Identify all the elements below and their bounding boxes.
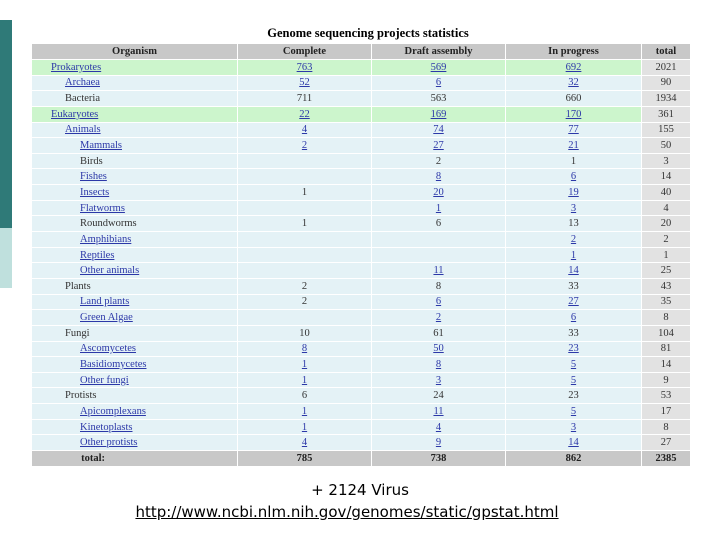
complete-cell <box>238 419 372 435</box>
totals-row <box>32 451 691 467</box>
organism-link[interactable]: Basidiomycetes <box>80 358 147 370</box>
draft-cell <box>372 388 506 404</box>
organism-link[interactable]: Other protists <box>80 437 138 449</box>
totals-label: total: <box>32 451 238 467</box>
progress-link[interactable]: 6 <box>570 312 577 324</box>
progress-cell <box>506 388 642 404</box>
organism-cell <box>32 60 238 76</box>
draft-cell <box>372 60 506 76</box>
progress-cell <box>506 106 642 122</box>
progress-link[interactable]: 14 <box>568 437 579 449</box>
progress-link[interactable]: 23 <box>568 343 579 355</box>
draft-link[interactable]: 6 <box>435 77 442 89</box>
side-accent-bar-light <box>0 228 12 288</box>
total-cell <box>642 278 691 294</box>
draft-value: 8 <box>435 280 442 292</box>
complete-cell <box>238 325 372 341</box>
complete-cell <box>238 122 372 138</box>
draft-link[interactable]: 8 <box>435 358 442 370</box>
progress-link[interactable]: 692 <box>565 61 582 73</box>
draft-value: 61 <box>433 327 444 339</box>
organism-cell <box>32 122 238 138</box>
complete-value: 711 <box>296 93 313 105</box>
header-draft-assembly: Draft assembly <box>372 44 506 60</box>
organism-link[interactable]: Other fungi <box>80 374 129 386</box>
table-row <box>32 75 691 91</box>
progress-cell <box>506 435 642 451</box>
complete-cell <box>238 216 372 232</box>
complete-value: 1 <box>301 186 308 198</box>
progress-cell <box>506 278 642 294</box>
organism-cell <box>32 310 238 326</box>
organism-link[interactable]: Land plants <box>80 296 130 308</box>
organism-cell <box>32 200 238 216</box>
organism-cell <box>32 263 238 279</box>
draft-cell <box>372 91 506 107</box>
total-cell <box>642 216 691 232</box>
table-row <box>32 435 691 451</box>
organism-cell <box>32 294 238 310</box>
organism-cell <box>32 153 238 169</box>
organism-link[interactable]: Fishes <box>80 171 107 183</box>
table-row <box>32 169 691 185</box>
organism-link[interactable]: Apicomplexans <box>80 405 146 417</box>
draft-cell <box>372 404 506 420</box>
draft-cell <box>372 75 506 91</box>
organism-link[interactable]: Other animals <box>80 265 140 277</box>
total-value: 14 <box>660 171 672 183</box>
table-row <box>32 138 691 154</box>
organism-cell <box>32 247 238 263</box>
total-value: 50 <box>660 140 672 152</box>
complete-cell <box>238 341 372 357</box>
total-cell <box>642 200 691 216</box>
draft-cell <box>372 122 506 138</box>
total-cell <box>642 75 691 91</box>
draft-link[interactable]: 8 <box>435 171 442 183</box>
table-row <box>32 404 691 420</box>
progress-cell <box>506 263 642 279</box>
draft-cell <box>372 153 506 169</box>
complete-link[interactable]: 4 <box>301 124 308 136</box>
organism-link[interactable]: Archaea <box>65 77 100 89</box>
progress-value: 33 <box>568 327 579 339</box>
total-cell <box>642 106 691 122</box>
draft-link[interactable]: 2 <box>435 312 442 324</box>
organism-cell <box>32 435 238 451</box>
complete-cell <box>238 138 372 154</box>
organism-cell <box>32 169 238 185</box>
total-value: 155 <box>658 124 674 136</box>
total-cell <box>642 185 691 201</box>
draft-value: 6 <box>435 218 442 230</box>
total-value: 8 <box>663 421 669 433</box>
organism-cell <box>32 372 238 388</box>
organism-value: Plants <box>65 280 91 292</box>
draft-link[interactable]: 6 <box>435 296 442 308</box>
organism-link[interactable]: Reptiles <box>80 249 115 261</box>
draft-cell <box>372 278 506 294</box>
progress-link[interactable]: 5 <box>570 405 577 417</box>
progress-cell <box>506 153 642 169</box>
complete-value: 10 <box>299 327 310 339</box>
table-row <box>32 200 691 216</box>
total-value: 3 <box>663 155 669 167</box>
header-complete: Complete <box>238 44 372 60</box>
total-value: 81 <box>660 343 672 355</box>
progress-link[interactable]: 77 <box>568 124 579 136</box>
complete-cell <box>238 200 372 216</box>
progress-cell <box>506 310 642 326</box>
total-value: 25 <box>660 265 672 277</box>
total-cell <box>642 138 691 154</box>
progress-cell <box>506 341 642 357</box>
progress-cell <box>506 232 642 248</box>
draft-link[interactable]: 50 <box>433 343 444 355</box>
total-value: 4 <box>663 202 669 214</box>
table-row <box>32 419 691 435</box>
complete-link[interactable]: 763 <box>296 61 313 73</box>
total-value: 8 <box>663 312 669 324</box>
total-cell <box>642 310 691 326</box>
progress-link[interactable]: 3 <box>570 202 577 214</box>
organism-link[interactable]: Amphibians <box>80 233 132 245</box>
progress-link[interactable]: 14 <box>568 265 579 277</box>
draft-link[interactable]: 1 <box>435 202 442 214</box>
complete-value: 2 <box>301 280 308 292</box>
complete-cell <box>238 232 372 248</box>
table-header-row <box>32 44 691 60</box>
complete-link[interactable]: 1 <box>301 405 308 417</box>
total-value: 43 <box>660 280 672 292</box>
progress-value: 23 <box>568 390 579 402</box>
draft-value: 2 <box>435 155 442 167</box>
complete-cell <box>238 169 372 185</box>
draft-link[interactable]: 169 <box>430 108 447 120</box>
progress-cell <box>506 294 642 310</box>
draft-link[interactable]: 3 <box>435 374 442 386</box>
organism-value: Protists <box>65 390 97 402</box>
complete-cell <box>238 247 372 263</box>
total-value: 17 <box>660 405 672 417</box>
organism-value: Birds <box>80 155 103 167</box>
draft-cell <box>372 372 506 388</box>
total-value: 361 <box>658 108 674 120</box>
organism-value: Roundworms <box>80 218 137 230</box>
totals-total: 2385 <box>642 451 691 467</box>
organism-cell <box>32 278 238 294</box>
complete-cell <box>238 153 372 169</box>
draft-link[interactable]: 20 <box>433 186 444 198</box>
draft-cell <box>372 341 506 357</box>
progress-cell <box>506 372 642 388</box>
draft-cell <box>372 419 506 435</box>
organism-link[interactable]: Ascomycetes <box>80 343 136 355</box>
complete-cell <box>238 372 372 388</box>
draft-cell <box>372 138 506 154</box>
organism-link[interactable]: Green Algae <box>80 312 133 324</box>
complete-cell <box>238 263 372 279</box>
complete-cell <box>238 357 372 373</box>
draft-cell <box>372 232 506 248</box>
total-cell <box>642 357 691 373</box>
table-row <box>32 310 691 326</box>
table-row <box>32 294 691 310</box>
progress-cell <box>506 200 642 216</box>
progress-link[interactable]: 19 <box>568 186 579 198</box>
total-cell <box>642 153 691 169</box>
draft-cell <box>372 106 506 122</box>
draft-cell <box>372 294 506 310</box>
complete-value: 1 <box>301 218 308 230</box>
progress-cell <box>506 419 642 435</box>
organism-link[interactable]: Kinetoplasts <box>80 421 133 433</box>
organism-cell <box>32 325 238 341</box>
organism-cell <box>32 341 238 357</box>
table-row <box>32 185 691 201</box>
progress-link[interactable]: 27 <box>568 296 579 308</box>
total-cell <box>642 404 691 420</box>
table-row <box>32 232 691 248</box>
table-row <box>32 278 691 294</box>
complete-link[interactable]: 1 <box>301 358 308 370</box>
draft-value: 24 <box>433 390 444 402</box>
progress-link[interactable]: 170 <box>565 108 582 120</box>
progress-cell <box>506 122 642 138</box>
draft-cell <box>372 310 506 326</box>
total-cell <box>642 122 691 138</box>
total-value: 20 <box>660 218 672 230</box>
total-value: 53 <box>660 390 672 402</box>
draft-link[interactable]: 569 <box>430 61 447 73</box>
draft-link[interactable]: 4 <box>435 421 442 433</box>
total-cell <box>642 325 691 341</box>
progress-cell <box>506 91 642 107</box>
total-cell <box>642 372 691 388</box>
table-body <box>32 60 691 451</box>
complete-link[interactable]: 2 <box>301 140 308 152</box>
progress-link[interactable]: 21 <box>568 140 579 152</box>
progress-link[interactable]: 32 <box>568 77 579 89</box>
organism-cell <box>32 357 238 373</box>
total-value: 27 <box>660 437 672 449</box>
draft-cell <box>372 435 506 451</box>
draft-cell <box>372 247 506 263</box>
organism-cell <box>32 138 238 154</box>
draft-link[interactable]: 27 <box>433 140 444 152</box>
totals-draft: 738 <box>372 451 506 467</box>
totals-progress: 862 <box>506 451 642 467</box>
progress-cell <box>506 75 642 91</box>
draft-cell <box>372 216 506 232</box>
draft-cell <box>372 169 506 185</box>
complete-cell <box>238 278 372 294</box>
organism-value: Fungi <box>65 327 90 339</box>
draft-cell <box>372 200 506 216</box>
total-cell <box>642 341 691 357</box>
total-value: 1934 <box>655 93 677 105</box>
total-cell <box>642 247 691 263</box>
virus-note: + 2124 Virus <box>311 481 409 499</box>
complete-link[interactable]: 4 <box>301 437 308 449</box>
total-cell <box>642 169 691 185</box>
total-value: 40 <box>660 186 672 198</box>
complete-cell <box>238 91 372 107</box>
total-value: 9 <box>663 374 669 386</box>
complete-cell <box>238 106 372 122</box>
total-value: 1 <box>663 249 669 261</box>
total-cell <box>642 388 691 404</box>
table-row <box>32 388 691 404</box>
total-value: 2021 <box>655 61 677 73</box>
organism-cell <box>32 185 238 201</box>
header-organism: Organism <box>32 44 238 60</box>
total-cell <box>642 263 691 279</box>
complete-link[interactable]: 1 <box>301 374 308 386</box>
complete-cell <box>238 75 372 91</box>
organism-value: Bacteria <box>65 93 100 105</box>
progress-cell <box>506 138 642 154</box>
progress-value: 660 <box>565 93 582 105</box>
total-value: 35 <box>660 296 672 308</box>
complete-cell <box>238 435 372 451</box>
progress-cell <box>506 325 642 341</box>
organism-link[interactable]: Mammals <box>80 140 122 152</box>
complete-cell <box>238 388 372 404</box>
progress-value: 1 <box>570 155 577 167</box>
genome-stats-table <box>31 43 691 467</box>
organism-link[interactable]: Prokaryotes <box>51 61 102 73</box>
draft-link[interactable]: 9 <box>435 437 442 449</box>
progress-cell <box>506 247 642 263</box>
complete-link[interactable]: 22 <box>299 108 310 120</box>
organism-link[interactable]: Animals <box>65 124 101 136</box>
organism-cell <box>32 419 238 435</box>
organism-cell <box>32 232 238 248</box>
table-row <box>32 357 691 373</box>
complete-link[interactable]: 8 <box>301 343 308 355</box>
total-value: 90 <box>660 77 672 89</box>
table-row <box>32 247 691 263</box>
total-cell <box>642 91 691 107</box>
progress-link[interactable]: 2 <box>570 233 577 245</box>
complete-cell <box>238 60 372 76</box>
header-in-progress: In progress <box>506 44 642 60</box>
organism-link[interactable]: Flatworms <box>80 202 125 214</box>
total-value: 14 <box>660 358 672 370</box>
complete-cell <box>238 404 372 420</box>
side-accent-bar <box>0 20 12 228</box>
source-url-link[interactable]: http://www.ncbi.nlm.nih.gov/genomes/static/gpstat.html <box>135 503 559 521</box>
progress-cell <box>506 185 642 201</box>
total-cell <box>642 294 691 310</box>
complete-link[interactable]: 1 <box>301 421 308 433</box>
progress-link[interactable]: 6 <box>570 171 577 183</box>
table-row <box>32 153 691 169</box>
draft-value: 563 <box>430 93 447 105</box>
draft-cell <box>372 185 506 201</box>
draft-cell <box>372 325 506 341</box>
header-total: total <box>642 44 691 60</box>
organism-cell <box>32 75 238 91</box>
table-row <box>32 263 691 279</box>
organism-cell <box>32 106 238 122</box>
total-cell <box>642 60 691 76</box>
draft-link[interactable]: 11 <box>433 265 444 277</box>
organism-link[interactable]: Insects <box>80 186 110 198</box>
draft-link[interactable]: 11 <box>433 405 444 417</box>
progress-cell <box>506 357 642 373</box>
progress-link[interactable]: 5 <box>570 374 577 386</box>
organism-cell <box>32 404 238 420</box>
table-row <box>32 325 691 341</box>
table-row <box>32 372 691 388</box>
total-cell <box>642 232 691 248</box>
progress-value: 33 <box>568 280 579 292</box>
draft-cell <box>372 263 506 279</box>
table-row <box>32 91 691 107</box>
draft-link[interactable]: 74 <box>433 124 444 136</box>
organism-link[interactable]: Eukaryotes <box>51 108 99 120</box>
draft-cell <box>372 357 506 373</box>
table-row <box>32 122 691 138</box>
organism-cell <box>32 388 238 404</box>
total-cell <box>642 419 691 435</box>
complete-value: 6 <box>301 390 308 402</box>
complete-cell <box>238 310 372 326</box>
organism-cell <box>32 216 238 232</box>
progress-cell <box>506 169 642 185</box>
progress-value: 13 <box>568 218 579 230</box>
progress-cell <box>506 60 642 76</box>
table-row <box>32 106 691 122</box>
progress-link[interactable]: 1 <box>570 249 577 261</box>
complete-cell <box>238 185 372 201</box>
table-row <box>32 216 691 232</box>
complete-value: 2 <box>301 296 308 308</box>
complete-link[interactable]: 52 <box>299 77 310 89</box>
complete-cell <box>238 294 372 310</box>
total-value: 104 <box>658 327 674 339</box>
total-value: 2 <box>663 233 669 245</box>
total-cell <box>642 435 691 451</box>
table-row <box>32 60 691 76</box>
table-row <box>32 341 691 357</box>
progress-link[interactable]: 3 <box>570 421 577 433</box>
progress-cell <box>506 404 642 420</box>
totals-complete: 785 <box>238 451 372 467</box>
page-title: Genome sequencing projects statistics <box>267 26 469 40</box>
progress-cell <box>506 216 642 232</box>
progress-link[interactable]: 5 <box>570 358 577 370</box>
organism-cell <box>32 91 238 107</box>
